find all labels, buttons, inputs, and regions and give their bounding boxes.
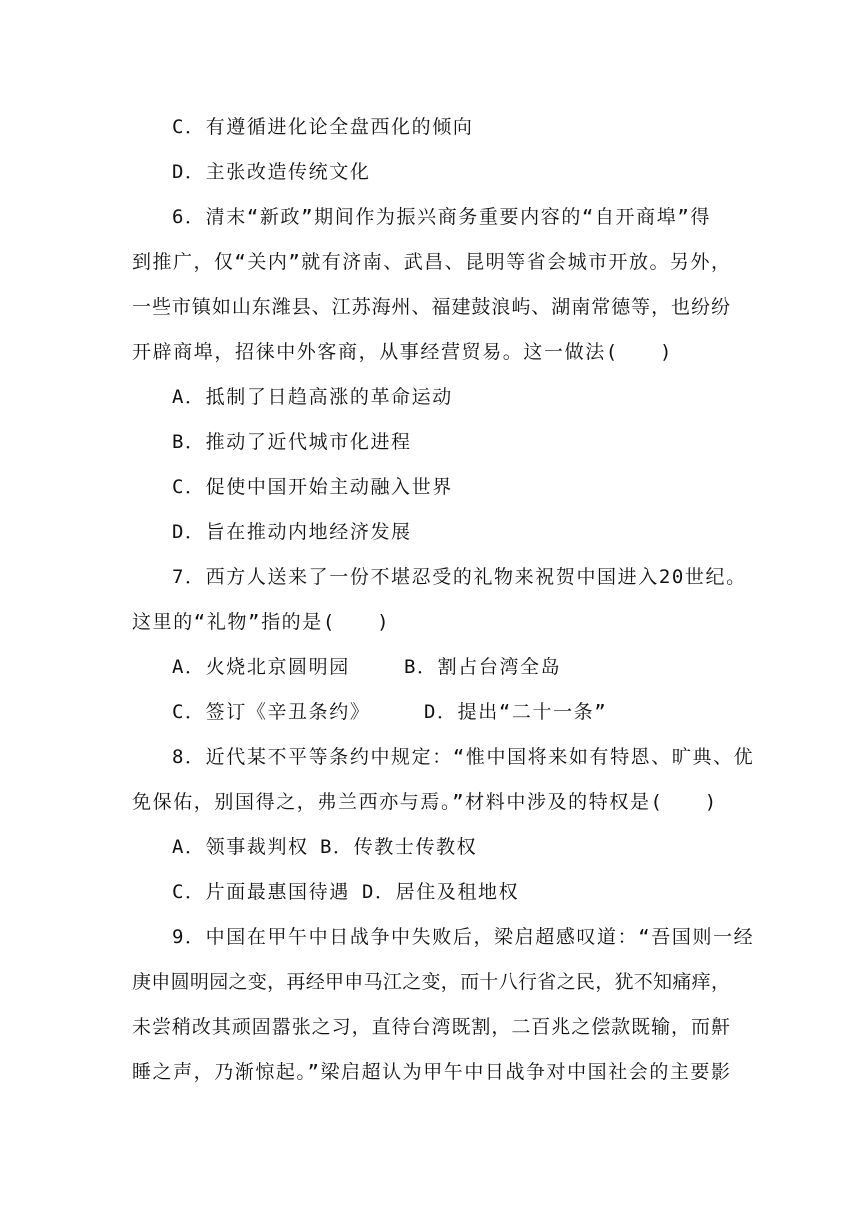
- option-c: C．有遵循进化论全盘西化的倾向: [172, 116, 474, 138]
- question-7-option-d: D．提出“二十一条”: [424, 701, 608, 723]
- question-8-option-a: A．领事裁判权: [172, 836, 309, 858]
- question-8-stem-line-2: 免保佑，别国得之，弗兰西亦与焉。”材料中涉及的特权是( ): [132, 791, 718, 813]
- question-6-option-a: A．抵制了日趋高涨的革命运动: [172, 386, 453, 408]
- question-9-stem-line-1: 9．中国在甲午中日战争中失败后，梁启超感叹道：“吾国则一经: [172, 926, 755, 948]
- question-7-option-a: A．火烧北京圆明园: [172, 656, 350, 678]
- question-8-option-d: D．居住及租地权: [362, 881, 520, 903]
- question-8-option-b: B．传教士传教权: [320, 836, 478, 858]
- question-8-stem-line-1: 8．近代某不平等条约中规定：“惟中国将来如有特恩、旷典、优: [172, 746, 755, 768]
- question-9-stem-line-4: 睡之声，乃渐惊起。”梁启超认为甲午中日战争对中国社会的主要影: [132, 1061, 730, 1083]
- question-9-stem-line-3: 未尝稍改其顽固嚣张之习，直待台湾既割，二百兆之偿款既输，而鼾: [132, 1016, 730, 1038]
- question-6-option-c: C．促使中国开始主动融入世界: [172, 476, 453, 498]
- question-9-stem-line-2: 庚申圆明园之变，再经甲申马江之变，而十八行省之民，犹不知痛痒，: [132, 971, 730, 993]
- question-7-stem-line-2: 这里的“礼物”指的是( ): [132, 611, 391, 633]
- question-6-stem-line-3: 一些市镇如山东潍县、江苏海州、福建鼓浪屿、湖南常德等，也纷纷: [132, 296, 730, 318]
- question-6-stem-line-4: 开辟商埠，招徕中外客商，从事经营贸易。这一做法( ): [132, 341, 674, 363]
- question-7-option-b: B．割占台湾全岛: [404, 656, 562, 678]
- question-7-option-c: C．签订《辛丑条约》: [172, 701, 371, 723]
- question-6-stem-line-2: 到推广，仅“关内”就有济南、武昌、昆明等省会城市开放。另外，: [132, 251, 730, 273]
- question-7-stem-line-1: 7．西方人送来了一份不堪忍受的礼物来祝贺中国进入20世纪。: [172, 566, 747, 588]
- question-6-option-d: D．旨在推动内地经济发展: [172, 521, 412, 543]
- question-6-option-b: B．推动了近代城市化进程: [172, 431, 412, 453]
- question-8-option-c: C．片面最惠国待遇: [172, 881, 350, 903]
- question-6-stem-line-1: 6．清末“新政”期间作为振兴商务重要内容的“自开商埠”得: [172, 206, 711, 228]
- option-d: D．主张改造传统文化: [172, 161, 371, 183]
